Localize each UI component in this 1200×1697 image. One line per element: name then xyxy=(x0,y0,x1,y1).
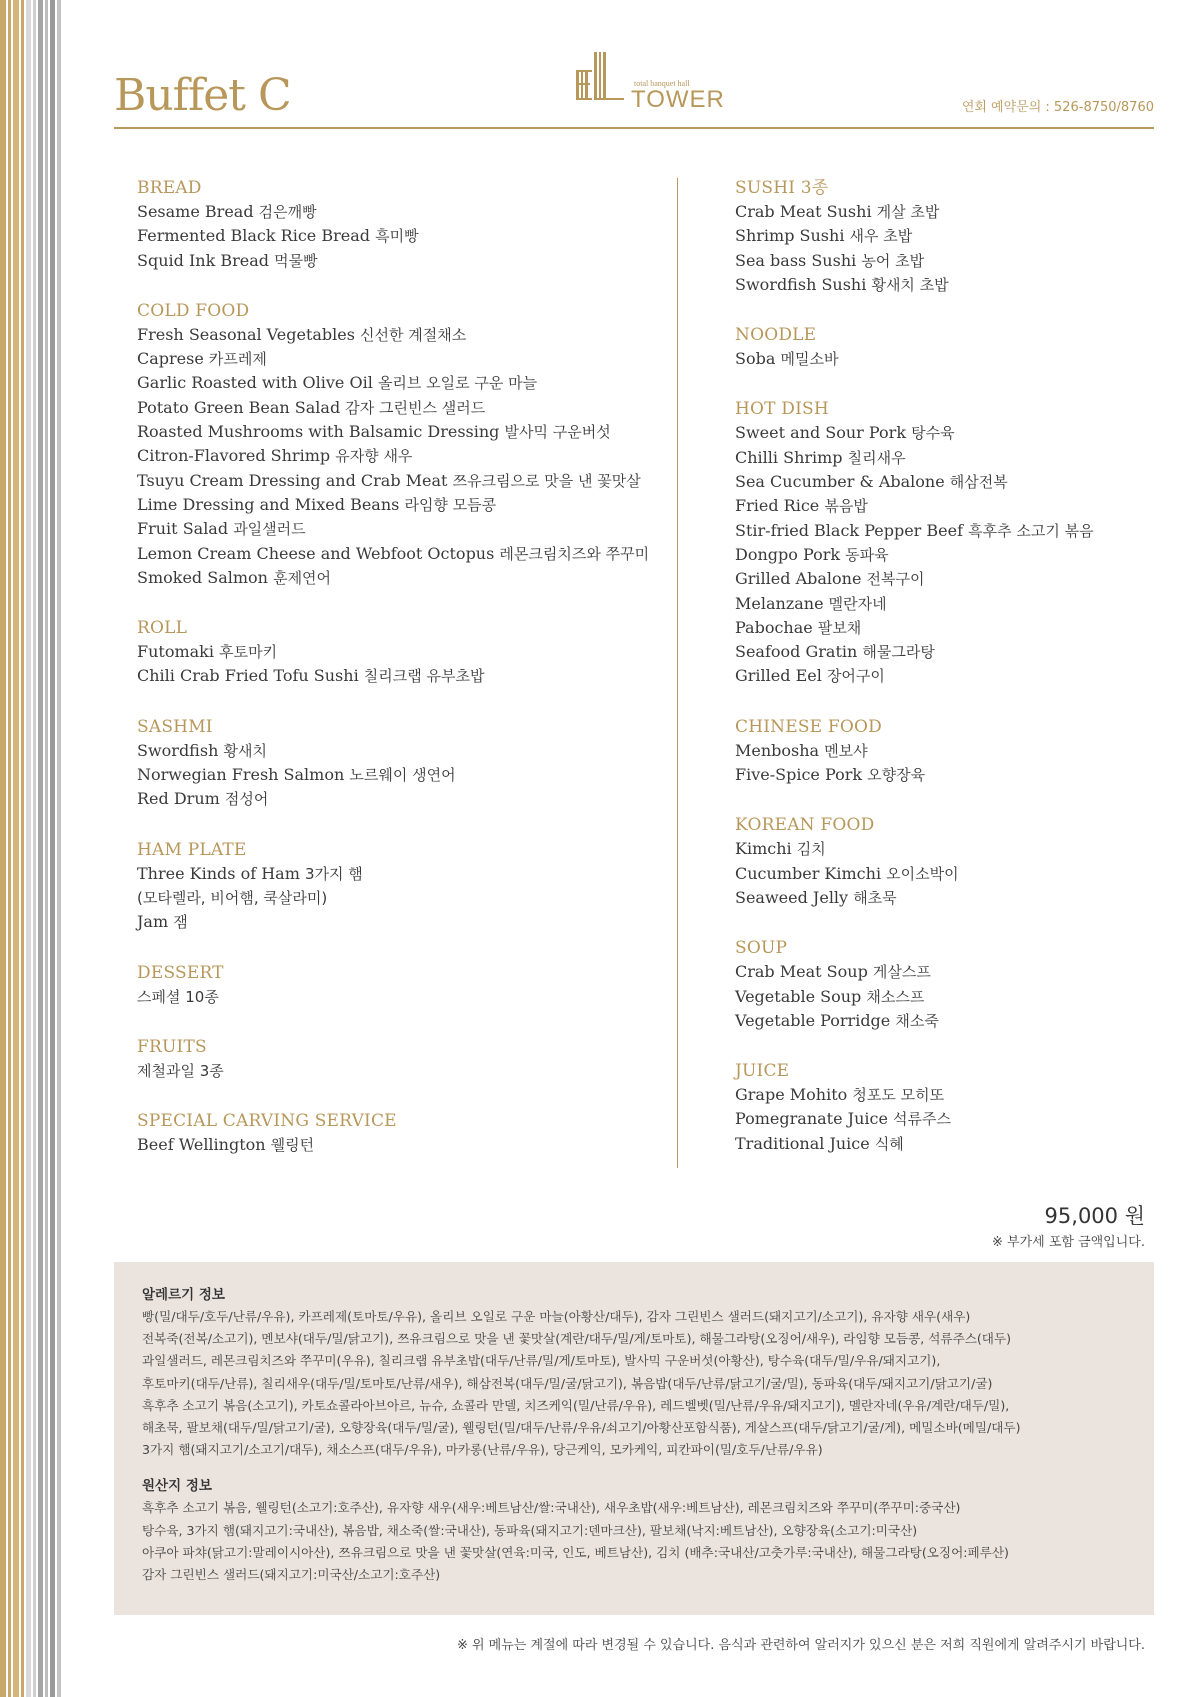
menu-section xyxy=(137,838,677,935)
menu-section xyxy=(735,323,1155,371)
section-title: COLD FOOD xyxy=(137,300,250,321)
info-line: 후토마키(대두/난류), 칠리새우(대두/밀/토마토/난류/새우), 해삼전복(대두/밀/굴/닭고기), 볶음밥(대두/난류/닭고기/굴/밀), 동파육(대두/돼지고기/닭고기/굴) xyxy=(142,1375,993,1391)
menu-item-english: Lime Dressing and Mixed Beans xyxy=(137,494,400,514)
menu-item xyxy=(137,862,677,886)
menu-item xyxy=(735,763,1155,787)
menu-item-english: Traditional Juice xyxy=(735,1133,870,1153)
menu-item-english: Melanzane xyxy=(735,593,824,613)
menu-item xyxy=(137,371,677,395)
menu-item-korean: 황새치 xyxy=(223,741,267,760)
menu-item xyxy=(137,323,677,347)
menu-item-korean: 채소스프 xyxy=(866,987,925,1006)
menu-item-english: Squid Ink Bread xyxy=(137,250,270,270)
menu-item xyxy=(735,1009,1155,1033)
info-line: 3가지 햄(돼지고기/소고기/대두), 채소스프(대두/우유), 마카롱(난류/우유), 당근케익, 모카케익, 피칸파이(밀/호두/난류/우유) xyxy=(142,1442,823,1458)
menu-item-english: Cucumber Kimchi xyxy=(735,863,882,883)
menu-item-korean: 멘보샤 xyxy=(824,741,868,760)
menu-item-korean: 황새치 초밥 xyxy=(871,275,949,294)
menu-item-korean: 오향장육 xyxy=(867,766,926,785)
menu-item-korean: 게살스프 xyxy=(872,963,931,982)
section-title: HAM PLATE xyxy=(137,839,247,860)
decorative-stripes xyxy=(0,0,66,1697)
menu-item xyxy=(137,444,677,468)
menu-item-korean: 메밀소바 xyxy=(780,350,839,369)
menu-item-english: Sweet and Sour Pork xyxy=(735,423,907,443)
menu-item-english: Fresh Seasonal Vegetables xyxy=(137,324,355,344)
menu-item-korean: 김치 xyxy=(796,840,826,859)
menu-item xyxy=(735,446,1155,470)
menu-item-english: Smoked Salmon xyxy=(137,567,268,587)
menu-item-korean: 스페셜 10종 xyxy=(137,987,219,1006)
menu-item xyxy=(735,886,1155,910)
info-line: 과일샐러드, 레몬크림치즈와 쭈꾸미(우유), 칠리크랩 유부초밥(대두/난류/밀/게/토마토), 발사믹 구운버섯(아황산), 탕수육(대두/밀/우유/돼지고기), xyxy=(142,1353,941,1369)
menu-item-korean: 유자향 새우 xyxy=(335,447,413,466)
menu-item xyxy=(137,469,677,493)
menu-item xyxy=(735,494,1155,518)
section-title: SPECIAL CARVING SERVICE xyxy=(137,1111,397,1132)
menu-item xyxy=(735,1083,1155,1107)
menu-item-korean: 식혜 xyxy=(874,1134,904,1153)
info-line: 흑후추 소고기 볶음, 웰링턴(소고기:호주산), 유자향 새우(새우:베트남산/쌀:국내산), 새우초밥(새우:베트남산), 레몬크림치즈와 쭈꾸미(쭈꾸미:중국산) xyxy=(142,1500,961,1516)
header-divider xyxy=(114,127,1154,129)
menu-item xyxy=(137,249,677,273)
menu-item xyxy=(735,519,1155,543)
menu-item xyxy=(735,567,1155,591)
logo-subtitle: total banquet hall xyxy=(634,79,690,88)
menu-item-korean: (모타렐라, 비어햄, 쿡살라미) xyxy=(137,888,328,907)
menu-item-english: Seaweed Jelly xyxy=(735,887,849,907)
menu-section xyxy=(137,299,677,590)
menu-item-english: Caprese xyxy=(137,349,204,369)
allergy-info xyxy=(142,1306,1126,1461)
menu-item-korean: 흑후추 소고기 볶음 xyxy=(968,521,1094,540)
menu-item xyxy=(137,985,677,1009)
menu-item-korean: 볶음밥 xyxy=(824,497,868,516)
section-title: SOUP xyxy=(735,938,788,959)
menu-item-korean: 과일샐러드 xyxy=(233,520,306,539)
menu-item xyxy=(137,347,677,371)
menu-section xyxy=(137,176,677,273)
allergy-title: 알레르기 정보 xyxy=(142,1287,225,1303)
menu-item-english: Menbosha xyxy=(735,740,820,760)
section-title: JUICE xyxy=(735,1061,790,1082)
menu-item-english: Chili Crab Fried Tofu Sushi xyxy=(137,666,359,686)
menu-item-korean: 카프레제 xyxy=(208,350,267,369)
menu-item-english: Grilled Abalone xyxy=(735,569,862,589)
menu-item-korean: 레몬크림치즈와 쭈꾸미 xyxy=(499,544,650,563)
menu-section xyxy=(137,1109,677,1157)
menu-item-korean: 오이소박이 xyxy=(886,864,959,883)
origin-title: 원산지 정보 xyxy=(142,1478,212,1495)
info-line: 흑후추 소고기 볶음(소고기), 카토쇼콜라아브아르, 뉴슈, 쇼콜라 만델, 치즈케익(밀/난류/우유), 레드벨벳(밀/난류/우유/돼지고기), 멜란자네(우유/계란/대두/밀), xyxy=(142,1397,1010,1413)
menu-section xyxy=(735,813,1155,910)
menu-item-korean: 발사믹 구운버섯 xyxy=(504,423,611,442)
menu-item-korean: 해물그라탕 xyxy=(862,643,935,662)
menu-item xyxy=(735,543,1155,567)
menu-item-korean: 채소죽 xyxy=(895,1011,939,1030)
menu-item-korean: 신선한 계절채소 xyxy=(360,325,467,344)
menu-item-english: Soba xyxy=(735,349,776,369)
footer-note: ※ 위 메뉴는 계절에 따라 변경될 수 있습니다. 음식과 관련하여 알러지가 있으신 분은 저희 직원에게 알려주시기 바랍니다. xyxy=(456,1638,1145,1653)
menu-item-korean: 농어 초밥 xyxy=(861,251,925,270)
menu-item-english: Swordfish xyxy=(137,740,219,760)
menu-item-english: Pabochae xyxy=(735,617,813,637)
menu-item-korean: 칠리새우 xyxy=(847,448,906,467)
menu-item xyxy=(137,396,677,420)
menu-item-korean: 쯔유크림으로 맛을 낸 꽃맛살 xyxy=(452,471,641,490)
menu-section xyxy=(735,176,1155,297)
vat-note: ※ 부가세 포함 금액입니다. xyxy=(991,1235,1145,1250)
menu-item-korean: 후토마키 xyxy=(219,643,278,662)
menu-item-english: Fried Rice xyxy=(735,496,820,516)
menu-item-english: Futomaki xyxy=(137,642,214,662)
section-title: DESSERT xyxy=(137,962,224,983)
menu-item-korean: 노르웨이 생연어 xyxy=(349,766,456,785)
menu-item-english: Seafood Gratin xyxy=(735,642,858,662)
menu-item-korean: 웰링턴 xyxy=(270,1136,315,1155)
tower-logo xyxy=(576,52,736,112)
reservation-contact: 연회 예약문의 : 526-8750/8760 xyxy=(961,100,1154,115)
menu-section xyxy=(137,715,677,812)
menu-item-korean: 청포도 모히또 xyxy=(852,1086,945,1105)
menu-item xyxy=(137,542,677,566)
menu-item xyxy=(735,640,1155,664)
menu-item-korean: 팔보채 xyxy=(817,618,862,637)
menu-item xyxy=(137,420,677,444)
menu-item-english: Crab Meat Soup xyxy=(735,962,868,982)
section-title: CHINESE FOOD xyxy=(735,716,882,737)
info-line: 전복죽(전복/소고기), 멘보샤(대두/밀/닭고기), 쯔유크림으로 맛을 낸 꽃맛살(계란/대두/밀/게/토마토), 해물그라탕(오징어/새우), 라임향 모듬콩, 석류주스(대두) xyxy=(142,1331,1012,1347)
info-line: 아쿠아 파챠(닭고기:말레이시아산), 쯔유크림으로 맛을 낸 꽃맛살(연육:미국, 인도, 베트남산), 김치 (배추:국내산/고춧가루:국내산), 해물그라탕(오징어:페루산) xyxy=(142,1544,1009,1560)
menu-item xyxy=(735,224,1155,248)
menu-item-korean: 훈제연어 xyxy=(273,568,332,587)
page-title: Buffet C xyxy=(114,70,291,121)
menu-section xyxy=(735,715,1155,788)
menu-item-korean: 멜란자네 xyxy=(828,594,887,613)
menu-item-english: Kimchi xyxy=(735,839,792,859)
menu-item-english: Garlic Roasted with Olive Oil xyxy=(137,373,373,393)
menu-item-english: Stir-fried Black Pepper Beef xyxy=(735,520,964,540)
menu-item xyxy=(735,739,1155,763)
menu-item xyxy=(137,664,677,688)
menu-item xyxy=(137,640,677,664)
menu-section xyxy=(735,397,1155,688)
menu-item xyxy=(735,664,1155,688)
info-line: 해초묵, 팔보채(대두/밀/닭고기/굴), 오향장육(대두/밀/굴), 웰링턴(밀/대두/난류/우유/쇠고기/아황산포함식품), 게살스프(대두/닭고기/굴/게), 메밀소바(메밀/대두) xyxy=(142,1420,1021,1436)
menu-item xyxy=(735,985,1155,1009)
menu-item-english: Dongpo Pork xyxy=(735,544,841,564)
menu-item xyxy=(735,837,1155,861)
menu-item-english: Red Drum xyxy=(137,789,220,809)
menu-item-english: Lemon Cream Cheese and Webfoot Octopus xyxy=(137,543,495,563)
menu-item xyxy=(137,566,677,590)
price: 95,000 원 xyxy=(1044,1204,1145,1228)
menu-item xyxy=(137,787,677,811)
menu-item-english: Vegetable Porridge xyxy=(735,1010,891,1030)
menu-item-english: Potato Green Bean Salad xyxy=(137,397,341,417)
menu-item xyxy=(735,1107,1155,1131)
menu-item-english: Three Kinds of Ham xyxy=(137,863,300,883)
menu-item-korean: 제철과일 3종 xyxy=(137,1061,224,1080)
menu-item xyxy=(735,960,1155,984)
menu-item-korean: 잼 xyxy=(173,913,188,932)
info-line: 빵(밀/대두/호두/난류/우유), 카프레제(토마토/우유), 올리브 오일로 구운 마늘(아황산/대두), 감자 그린빈스 샐러드(돼지고기/소고기), 유자향 새우(새우) xyxy=(142,1309,971,1324)
menu-item-english: Vegetable Soup xyxy=(735,986,862,1006)
menu-item-english: Sea bass Sushi xyxy=(735,250,857,270)
menu-section xyxy=(137,961,677,1009)
menu-item-english: Roasted Mushrooms with Balsamic Dressing xyxy=(137,422,500,442)
menu-item-english: Norwegian Fresh Salmon xyxy=(137,765,345,785)
section-title: SUSHI 3종 xyxy=(735,178,829,198)
menu-item xyxy=(137,493,677,517)
menu-item-english: Chilli Shrimp xyxy=(735,447,843,467)
menu-item xyxy=(137,886,677,910)
menu-item xyxy=(137,224,677,248)
menu-column-right xyxy=(735,176,1155,1182)
menu-item-korean: 장어구이 xyxy=(826,667,885,686)
logo-wordmark: TOWER xyxy=(631,86,725,113)
menu-item-korean: 먹물빵 xyxy=(274,251,318,270)
menu-item-english: Sesame Bread xyxy=(137,202,254,221)
page-header xyxy=(114,0,1154,130)
menu-item-korean: 탕수육 xyxy=(911,424,955,443)
menu-item-english: Crab Meat Sushi xyxy=(735,202,872,221)
menu-item xyxy=(735,347,1155,371)
menu-item xyxy=(137,200,677,224)
menu-item-english: Beef Wellington xyxy=(137,1135,266,1155)
menu-item-korean: 올리브 오일로 구운 마늘 xyxy=(377,374,538,393)
menu-item-korean: 점성어 xyxy=(224,790,269,809)
el-logo-icon xyxy=(576,52,636,102)
info-line: 감자 그린빈스 샐러드(돼지고기:미국산/소고기:호주산) xyxy=(142,1567,441,1583)
menu-item xyxy=(735,470,1155,494)
menu-item-english: Pomegranate Juice xyxy=(735,1109,888,1129)
section-title: KOREAN FOOD xyxy=(735,815,875,836)
menu-item xyxy=(137,763,677,787)
menu-item xyxy=(137,1133,677,1157)
origin-info xyxy=(142,1497,1126,1586)
menu-item-korean: 칠리크랩 유부초밥 xyxy=(363,667,485,686)
menu-item xyxy=(137,517,677,541)
menu-item-english: Five-Spice Pork xyxy=(735,765,863,785)
menu-item-korean: 감자 그린빈스 샐러드 xyxy=(345,398,486,417)
section-title: SASHMI xyxy=(137,716,213,737)
menu-item-korean: 해삼전복 xyxy=(949,473,1008,492)
menu-item-korean: 게살 초밥 xyxy=(876,203,940,221)
menu-item-korean: 전복구이 xyxy=(866,570,925,589)
menu-item-korean: 석류주스 xyxy=(893,1110,951,1129)
menu-item xyxy=(137,739,677,763)
menu-item-english: Tsuyu Cream Dressing and Crab Meat xyxy=(137,470,448,490)
section-title: ROLL xyxy=(137,618,188,639)
menu-item xyxy=(137,1059,677,1083)
section-title: FRUITS xyxy=(137,1036,207,1057)
menu-section xyxy=(137,1035,677,1083)
menu-item-english: Jam xyxy=(137,912,169,932)
menu-section xyxy=(735,1059,1155,1156)
menu-item xyxy=(735,249,1155,273)
menu-item xyxy=(735,273,1155,297)
section-title: BREAD xyxy=(137,178,202,198)
menu-item xyxy=(735,1132,1155,1156)
section-title: NOODLE xyxy=(735,325,817,346)
column-divider xyxy=(677,178,678,1168)
menu-section xyxy=(735,936,1155,1033)
menu-item xyxy=(735,862,1155,886)
section-title: HOT DISH xyxy=(735,399,829,420)
menu-item xyxy=(735,616,1155,640)
menu-item-korean: 흑미빵 xyxy=(375,227,419,246)
menu-item-korean: 검은깨빵 xyxy=(258,203,317,221)
menu-item-english: Swordfish Sushi xyxy=(735,274,867,294)
menu-item-english: Fruit Salad xyxy=(137,519,229,539)
menu-item-english: Shrimp Sushi xyxy=(735,226,845,246)
menu-section xyxy=(137,616,677,689)
menu-item xyxy=(735,421,1155,445)
menu-item-english: Fermented Black Rice Bread xyxy=(137,226,371,246)
menu-item-korean: 동파육 xyxy=(845,545,889,564)
menu-item xyxy=(735,592,1155,616)
menu-item-korean: 3가지 햄 xyxy=(304,864,363,883)
menu-item-english: Citron-Flavored Shrimp xyxy=(137,446,331,466)
menu-item xyxy=(137,910,677,934)
menu-item-korean: 해초묵 xyxy=(853,888,897,907)
info-box xyxy=(114,1262,1154,1615)
menu-item-english: Grape Mohito xyxy=(735,1085,848,1105)
menu-item-korean: 새우 초밥 xyxy=(849,227,913,246)
menu-item-english: Sea Cucumber & Abalone xyxy=(735,472,945,492)
menu-column-left xyxy=(137,176,677,1183)
info-line: 탕수육, 3가지 햄(돼지고기:국내산), 볶음밥, 채소죽(쌀:국내산), 동파육(돼지고기:덴마크산), 팔보채(낙지:베트남산), 오향장육(소고기:미국산) xyxy=(142,1522,918,1538)
menu-item xyxy=(735,200,1155,224)
menu-item-english: Grilled Eel xyxy=(735,666,822,686)
menu-item-korean: 라임향 모듬콩 xyxy=(404,495,497,514)
